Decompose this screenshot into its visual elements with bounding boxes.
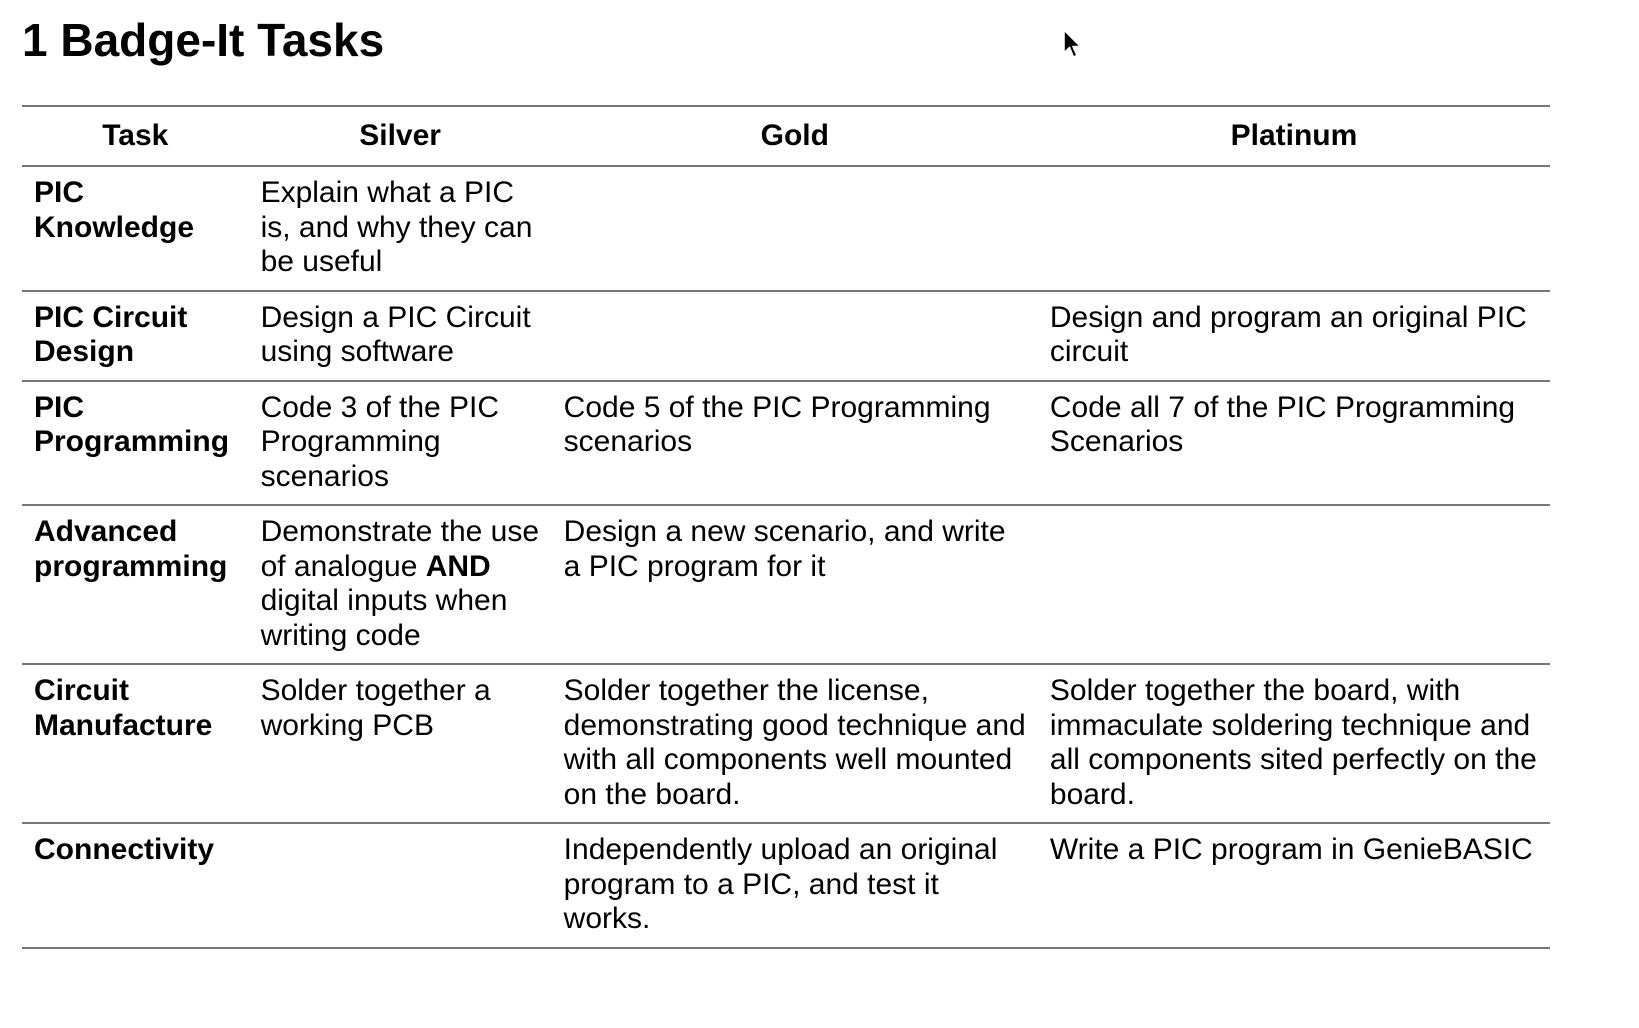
platinum-cell: Code all 7 of the PIC Programming Scenarios: [1038, 381, 1550, 506]
task-cell: PIC Circuit Design: [22, 291, 249, 381]
silver-cell: [249, 823, 552, 948]
table-row: [22, 166, 1550, 291]
platinum-cell: Solder together the board, with immaculate soldering technique and all components sited perfectly on the board.: [1038, 664, 1550, 823]
gold-cell: Solder together the license, demonstrating good technique and with all components well mounted on the board.: [552, 664, 1038, 823]
header-platinum: Platinum: [1038, 106, 1550, 166]
page-heading: 1 Badge-It Tasks: [22, 14, 385, 66]
gold-cell: Code 5 of the PIC Programming scenarios: [552, 381, 1038, 506]
platinum-cell: Design and program an original PIC circuit: [1038, 291, 1550, 381]
silver-cell: Solder together a working PCB: [249, 664, 552, 823]
header-silver: Silver: [249, 106, 552, 166]
table-row: [22, 505, 1550, 664]
task-cell: Connectivity: [22, 823, 249, 948]
platinum-cell: Write a PIC program in GenieBASIC: [1038, 823, 1550, 948]
header-gold: Gold: [552, 106, 1038, 166]
table-row: [22, 291, 1550, 381]
header-task: Task: [22, 106, 249, 166]
task-cell: PIC Programming: [22, 381, 249, 506]
table-row: [22, 664, 1550, 823]
silver-text-before: Demonstrate the use of analogue: [260, 515, 540, 583]
silver-cell: Code 3 of the PIC Programming scenarios: [249, 381, 552, 506]
mouse-pointer-icon: [1062, 28, 1084, 62]
silver-cell: [249, 505, 552, 664]
silver-cell: Design a PIC Circuit using software: [249, 291, 552, 381]
table-row: [22, 381, 1550, 506]
gold-cell: Independently upload an original program to a PIC, and test it works.: [552, 823, 1038, 948]
platinum-cell: [1038, 505, 1550, 664]
task-cell: Circuit Manufacture: [22, 664, 249, 823]
silver-emphasis: AND: [425, 549, 491, 583]
table-header-row: [22, 106, 1550, 166]
gold-cell: [552, 291, 1038, 381]
gold-cell: Design a new scenario, and write a PIC program for it: [552, 505, 1038, 664]
table-row: [22, 823, 1550, 948]
gold-cell: [552, 166, 1038, 291]
platinum-cell: [1038, 166, 1550, 291]
badge-tasks-table: [22, 105, 1550, 949]
task-cell: PIC Knowledge: [22, 166, 249, 291]
silver-text-after: digital inputs when writing code: [260, 584, 508, 652]
silver-cell: Explain what a PIC is, and why they can be useful: [249, 166, 552, 291]
task-cell: Advanced programming: [22, 505, 249, 664]
